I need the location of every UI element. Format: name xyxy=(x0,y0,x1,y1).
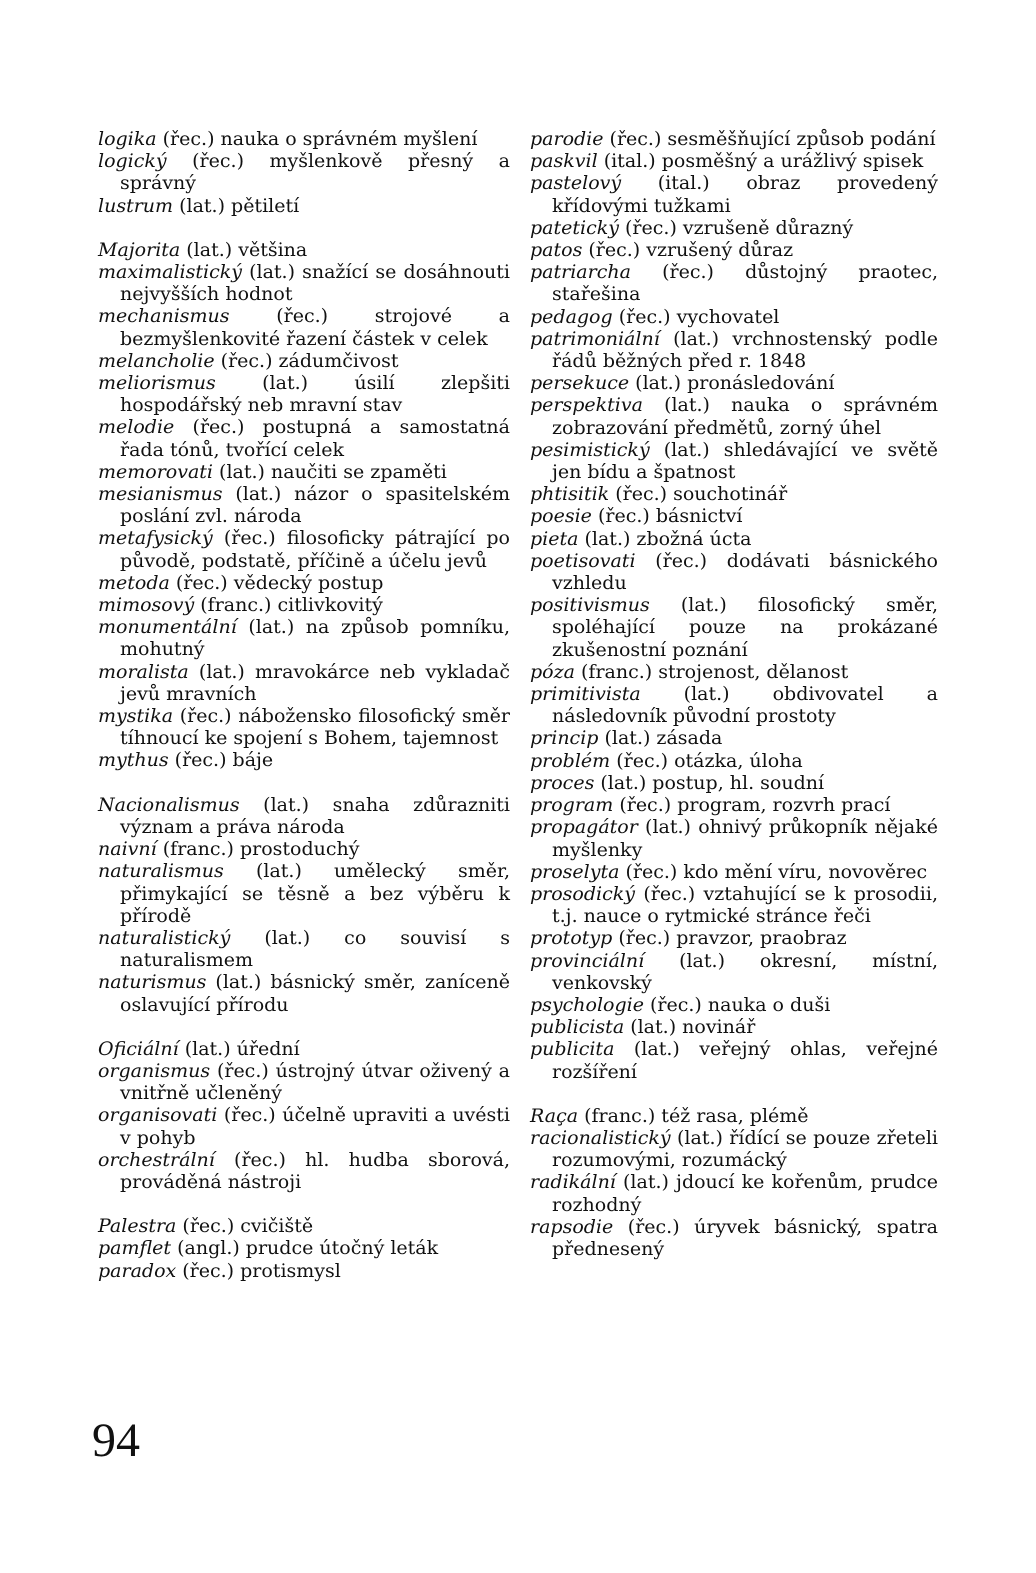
entry-definition: (lat.) okresní, místní, venkovský xyxy=(552,949,938,994)
entry-definition: (řec.) otázka, úloha xyxy=(610,749,803,772)
entry-headword: proselyta xyxy=(530,860,620,883)
entry-definition: (lat.) řídící se pouze zřeteli rozumovými, rozumácký xyxy=(552,1126,938,1172)
dictionary-entry xyxy=(98,661,510,705)
entry-definition: (řec.) program, rozvrh prací xyxy=(613,794,891,817)
dictionary-entry xyxy=(98,1237,510,1259)
entry-definition: (ital.) obraz provedený křídovými tužkami xyxy=(552,172,938,217)
section-gap xyxy=(98,1193,510,1215)
entry-definition: (lat.) na způsob pomníku, mohutný xyxy=(120,616,510,661)
dictionary-entry xyxy=(98,594,510,616)
section-gap xyxy=(98,217,510,239)
entry-headword: organismus xyxy=(98,1059,211,1082)
dictionary-entry xyxy=(98,971,510,1015)
page-number: 94 xyxy=(92,1414,140,1467)
entry-definition: (lat.) naučiti se zpaměti xyxy=(213,460,447,483)
entry-definition: (řec.) myšlenkově přesný a správný xyxy=(120,150,510,195)
dictionary-entry xyxy=(98,1104,510,1148)
entry-headword: póza xyxy=(530,660,575,683)
entry-definition: (řec.) nábožensko filosofický směr tíhnoucí ke spojení s Bohem, tajemnost xyxy=(120,705,510,750)
entry-headword: melancholie xyxy=(98,349,215,372)
entry-definition: (řec.) úryvek básnický, spatra přednesený xyxy=(552,1215,938,1260)
dictionary-entry xyxy=(530,994,938,1016)
dictionary-entry xyxy=(530,1216,938,1260)
entry-headword: naivní xyxy=(98,838,157,861)
entry-headword: pamflet xyxy=(98,1237,172,1260)
entry-headword: persekuce xyxy=(530,372,630,395)
entry-definition: (franc.) citlivkovitý xyxy=(194,594,383,617)
entry-definition: (angl.) prudce útočný leták xyxy=(171,1237,439,1260)
entry-headword: orchestrální xyxy=(98,1148,215,1171)
dictionary-entry xyxy=(530,150,938,172)
entry-definition: (lat.) pětiletí xyxy=(173,194,300,217)
dictionary-entry xyxy=(530,1038,938,1082)
entry-headword: maximalistický xyxy=(98,261,242,284)
dictionary-entry xyxy=(98,195,510,217)
entry-headword: mimosový xyxy=(98,594,195,617)
right-column xyxy=(530,128,938,1260)
entry-headword: phtisitik xyxy=(530,483,610,506)
entry-definition: (ital.) posměšný a urážlivý spisek xyxy=(597,150,924,173)
entry-headword: moralista xyxy=(98,660,189,683)
entry-definition: (lat.) umělecký směr, přimykající se těsně a bez výběru k přírodě xyxy=(120,860,510,927)
dictionary-entry xyxy=(98,572,510,594)
dictionary-entry xyxy=(98,1149,510,1193)
entry-headword: naturalismus xyxy=(98,860,224,883)
dictionary-entry xyxy=(530,594,938,661)
entry-headword: prototyp xyxy=(530,927,613,950)
entry-headword: program xyxy=(530,794,614,817)
dictionary-entry xyxy=(98,927,510,971)
entry-definition: (lat.) básnický směr, zaníceně oslavující přírodu xyxy=(120,971,510,1016)
dictionary-entry xyxy=(530,750,938,772)
entry-headword: pesimistický xyxy=(530,438,650,461)
entry-definition: (lat.) snažící se dosáhnouti nejvyšších hodnot xyxy=(120,261,510,306)
entry-definition: (řec.) kdo mění víru, novověrec xyxy=(619,860,928,883)
entry-headword: Nacionalismus xyxy=(98,793,240,816)
entry-headword: paradox xyxy=(98,1259,177,1282)
dictionary-entry xyxy=(98,1260,510,1282)
dictionary-entry xyxy=(530,306,938,328)
entry-headword: primitivista xyxy=(530,683,641,706)
entry-definition: (řec.) sesměšňující způsob podání xyxy=(603,128,936,150)
entry-headword: radikální xyxy=(530,1171,616,1194)
entry-definition: (lat.) filosofický směr, spoléhající pouze na prokázané zkušenostní poznání xyxy=(552,594,938,661)
entry-definition: (lat.) novinář xyxy=(624,1016,756,1039)
entry-definition: (řec.) vědecký postup xyxy=(169,571,384,594)
entry-headword: publicita xyxy=(530,1038,615,1061)
entry-headword: racionalistický xyxy=(530,1126,671,1149)
entry-headword: parodie xyxy=(530,128,604,150)
dictionary-entry xyxy=(530,883,938,927)
entry-definition: (řec.) pravzor, praobraz xyxy=(612,927,847,950)
entry-headword: patetický xyxy=(530,216,619,239)
dictionary-entry xyxy=(530,394,938,438)
entry-headword: patriarcha xyxy=(530,261,631,284)
entry-definition: (lat.) zásada xyxy=(598,727,723,750)
dictionary-entry xyxy=(530,816,938,860)
entry-headword: paskvil xyxy=(530,150,598,173)
dictionary-entry xyxy=(530,683,938,727)
dictionary-entry xyxy=(98,416,510,460)
dictionary-entry xyxy=(98,794,510,838)
dictionary-entry xyxy=(98,749,510,771)
entry-headword: lustrum xyxy=(98,194,174,217)
dictionary-entry xyxy=(98,305,510,349)
entry-definition: (lat.) snaha zdůrazniti význam a práva národa xyxy=(120,793,510,838)
dictionary-entry xyxy=(98,261,510,305)
entry-definition: (lat.) zbožná úcta xyxy=(578,527,752,550)
dictionary-entry xyxy=(530,550,938,594)
entry-definition: (lat.) pronásledování xyxy=(629,372,835,395)
entry-headword: naturalistický xyxy=(98,926,231,949)
entry-headword: pastelový xyxy=(530,172,622,195)
dictionary-entry xyxy=(530,505,938,527)
entry-definition: (řec.) vychovatel xyxy=(612,305,780,328)
dictionary-entry xyxy=(530,794,938,816)
dictionary-entry xyxy=(98,239,510,261)
entry-definition: (lat.) mravokárce neb vykladač jevů mravních xyxy=(120,660,510,705)
entry-definition: (franc.) prostoduchý xyxy=(156,838,360,861)
entry-headword: Majorita xyxy=(98,238,181,261)
dictionary-entry xyxy=(98,461,510,483)
dictionary-entry xyxy=(98,150,510,194)
entry-headword: proces xyxy=(530,771,595,794)
dictionary-entry xyxy=(98,527,510,571)
entry-definition: (řec.) protismysl xyxy=(176,1259,341,1282)
entry-headword: pieta xyxy=(530,527,579,550)
entry-definition: (lat.) veřejný ohlas, veřejné rozšíření xyxy=(552,1038,938,1083)
dictionary-entry xyxy=(530,727,938,749)
dictionary-entry xyxy=(98,372,510,416)
entry-definition: (řec.) souchotinář xyxy=(609,483,788,506)
entry-headword: meliorismus xyxy=(98,372,216,395)
entry-headword: naturismus xyxy=(98,971,207,994)
entry-headword: publicista xyxy=(530,1016,625,1039)
entry-headword: problém xyxy=(530,749,611,772)
entry-definition: (řec.) vztahující se k prosodii, t.j. nauce o rytmické stránce řeči xyxy=(552,882,938,928)
dictionary-entry xyxy=(98,350,510,372)
entry-headword: patrimoniální xyxy=(530,327,660,350)
entry-headword: Raça xyxy=(530,1104,579,1127)
entry-definition: (řec.) strojové a bezmyšlenkovité řazení částek v celek xyxy=(120,305,510,350)
section-gap xyxy=(530,1083,938,1105)
entry-headword: logický xyxy=(98,150,167,173)
entry-definition: (řec.) vzrušeně důrazný xyxy=(618,216,854,239)
dictionary-entry xyxy=(530,261,938,305)
entry-definition: (řec.) nauka o správném myšlení xyxy=(156,128,478,150)
dictionary-entry xyxy=(98,483,510,527)
entry-headword: psychologie xyxy=(530,993,644,1016)
dictionary-entry xyxy=(530,483,938,505)
entry-definition: (řec.) zádumčivost xyxy=(214,349,399,372)
section-gap xyxy=(98,772,510,794)
entry-definition: (lat.) jdoucí ke kořenům, prudce rozhodný xyxy=(552,1171,938,1216)
entry-headword: mechanismus xyxy=(98,305,230,328)
entry-definition: (řec.) ústrojný útvar oživený a vnitřně učleněný xyxy=(120,1059,510,1105)
dictionary-entry xyxy=(530,217,938,239)
entry-definition: (lat.) nauka o správném zobrazování předmětů, zorný úhel xyxy=(552,394,938,439)
entry-headword: prosodický xyxy=(530,882,636,905)
entry-headword: pedagog xyxy=(530,305,613,328)
entry-headword: logika xyxy=(98,128,157,150)
entry-headword: monumentální xyxy=(98,616,237,639)
entry-headword: Oficiální xyxy=(98,1037,179,1060)
dictionary-entry xyxy=(98,616,510,660)
dictionary-entry xyxy=(98,128,510,150)
entry-definition: (lat.) úsilí zlepšiti hospodářský neb mravní stav xyxy=(120,372,510,417)
entry-headword: princip xyxy=(530,727,599,750)
dictionary-entry xyxy=(98,705,510,749)
dictionary-entry xyxy=(98,1038,510,1060)
left-column xyxy=(98,128,510,1282)
entry-headword: melodie xyxy=(98,416,175,439)
dictionary-entry xyxy=(530,239,938,261)
entry-definition: (lat.) shledávající ve světě jen bídu a špatnost xyxy=(552,438,938,484)
dictionary-entry xyxy=(530,439,938,483)
dictionary-entry xyxy=(530,950,938,994)
entry-headword: poetisovati xyxy=(530,549,636,572)
entry-headword: mythus xyxy=(98,749,169,772)
entry-definition: (lat.) obdivovatel a následovník původní prostoty xyxy=(552,683,938,728)
entry-definition: (lat.) vrchnostenský podle řádů běžných před r. 1848 xyxy=(552,327,938,373)
entry-headword: poesie xyxy=(530,505,592,528)
entry-headword: provinciální xyxy=(530,949,645,972)
entry-headword: metoda xyxy=(98,571,170,594)
entry-definition: (řec.) cvičiště xyxy=(176,1215,314,1238)
entry-headword: mystika xyxy=(98,705,174,728)
dictionary-entry xyxy=(98,838,510,860)
entry-headword: metafysický xyxy=(98,527,213,550)
entry-headword: mesianismus xyxy=(98,483,223,506)
entry-definition: (lat.) ohnivý průkopník nějaké myšlenky xyxy=(552,816,938,861)
dictionary-entry xyxy=(530,1127,938,1171)
entry-definition: (řec.) básnictví xyxy=(591,505,743,528)
entry-definition: (řec.) filosoficky pátrající po původě, podstatě, příčině a účelu jevů xyxy=(120,527,510,572)
dictionary-entry xyxy=(530,661,938,683)
entry-definition: (lat.) většina xyxy=(180,238,308,261)
dictionary-entry xyxy=(98,1215,510,1237)
dictionary-entry xyxy=(530,172,938,216)
entry-definition: (řec.) účelně upraviti a uvésti v pohyb xyxy=(120,1104,510,1149)
dictionary-entry xyxy=(530,528,938,550)
entry-definition: (řec.) hl. hudba sborová, prováděná nástroji xyxy=(120,1148,510,1193)
section-gap xyxy=(98,1016,510,1038)
entry-definition: (řec.) vzrušený důraz xyxy=(582,239,794,262)
entry-definition: (řec.) dodávati básnického vzhledu xyxy=(552,549,938,595)
dictionary-entry xyxy=(530,1016,938,1038)
entry-definition: (řec.) postupná a samostatná řada tónů, tvořící celek xyxy=(120,416,510,461)
entry-headword: patos xyxy=(530,239,583,262)
entry-headword: positivismus xyxy=(530,594,650,617)
entry-headword: organisovati xyxy=(98,1104,218,1127)
dictionary-entry xyxy=(530,128,938,150)
entry-definition: (franc.) strojenost, dělanost xyxy=(574,660,849,683)
entry-definition: (lat.) úřední xyxy=(178,1037,300,1060)
entry-definition: (řec.) báje xyxy=(168,749,274,772)
dictionary-entry xyxy=(530,328,938,372)
entry-headword: rapsodie xyxy=(530,1215,614,1238)
entry-headword: perspektiva xyxy=(530,394,643,417)
dictionary-entry xyxy=(530,1171,938,1215)
dictionary-entry xyxy=(530,1105,938,1127)
dictionary-entry xyxy=(530,372,938,394)
entry-definition: (lat.) postup, hl. soudní xyxy=(594,771,825,794)
entry-headword: propagátor xyxy=(530,816,638,839)
entry-definition: (řec.) důstojný praotec, stařešina xyxy=(552,261,938,306)
dictionary-entry xyxy=(530,927,938,949)
dictionary-entry xyxy=(530,772,938,794)
entry-definition: (franc.) též rasa, plémě xyxy=(578,1104,809,1127)
dictionary-entry xyxy=(98,1060,510,1104)
entry-headword: memorovati xyxy=(98,460,214,483)
dictionary-entry xyxy=(98,860,510,927)
entry-headword: Palestra xyxy=(98,1215,177,1238)
entry-definition: (lat.) názor o spasitelském poslání zvl. národa xyxy=(120,483,510,528)
dictionary-entry xyxy=(530,861,938,883)
entry-definition: (lat.) co souvisí s naturalismem xyxy=(120,926,510,972)
entry-definition: (řec.) nauka o duši xyxy=(643,993,831,1016)
